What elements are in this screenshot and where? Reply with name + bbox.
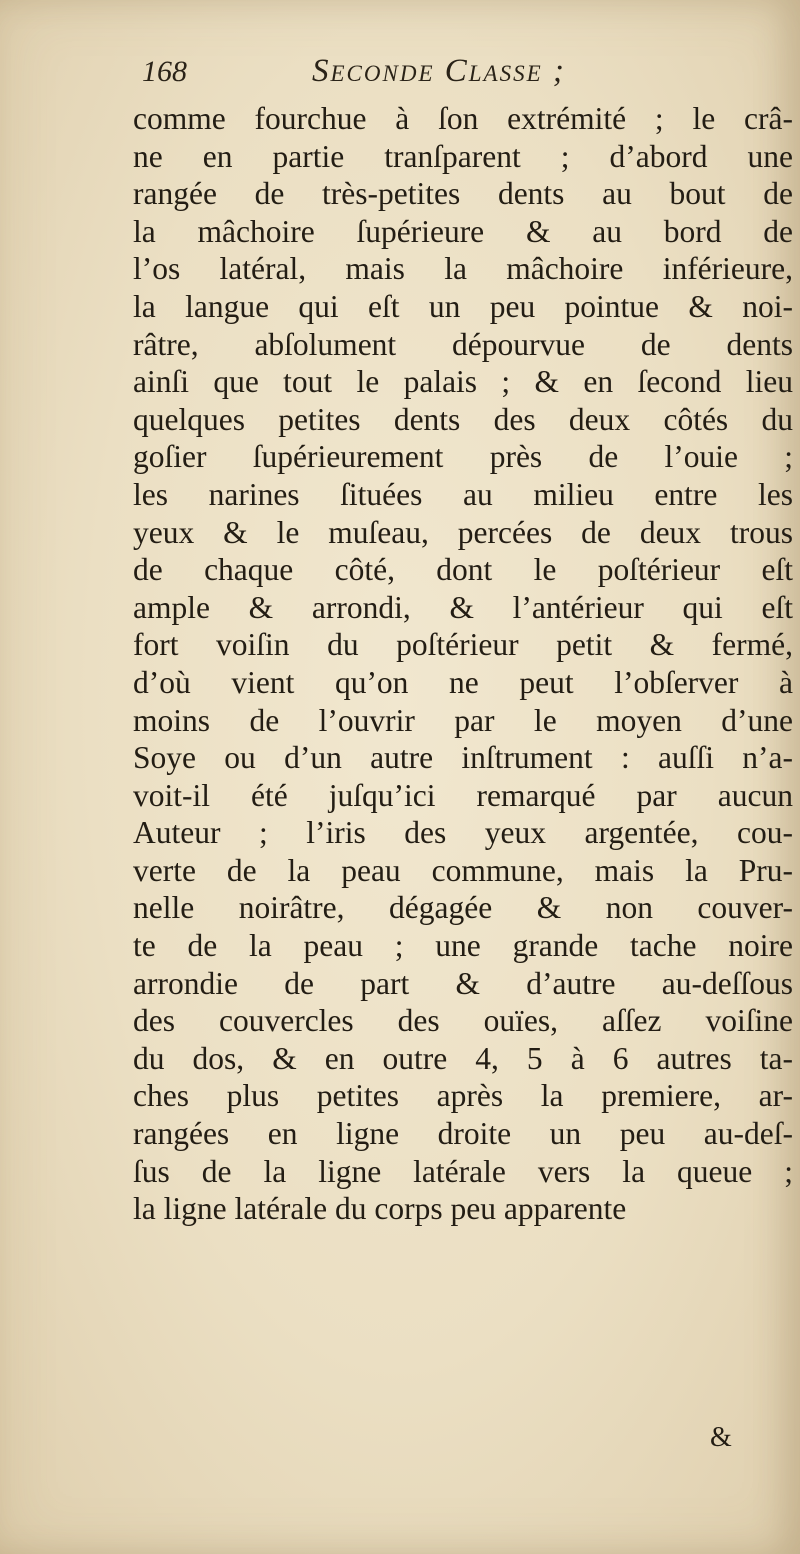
text-line: arrondie de part & d’autre au-deſſous [133,965,793,1001]
text-line: la langue qui eſt un peu pointue & noi- [133,288,793,324]
text-line: rangées en ligne droite un peu au-deſ- [133,1116,793,1152]
text-line: la ligne latérale du corps peu apparente [133,1191,627,1227]
text-line: ample & arrondi, & l’antérieur qui eſt [133,589,793,625]
text-line: goſier ſupérieurement près de l’ouie ; [133,439,793,475]
text-line: verte de la peau commune, mais la Pru- [133,852,793,888]
text-line: quelques petites dents des deux côtés du [133,401,793,437]
text-line: ſus de la ligne latérale vers la queue ; [133,1153,793,1189]
text-line: fort voiſin du poſtérieur petit & fermé, [133,627,793,663]
text-line: te de la peau ; une grande tache noire [133,928,793,964]
text-line: du dos, & en outre 4, 5 à 6 autres ta- [133,1040,793,1076]
running-head: Seconde Classe ; [312,53,566,89]
text-line: ches plus petites après la premiere, ar- [133,1078,793,1114]
text-line: les narines ſituées au milieu entre les [133,476,793,512]
text-line: yeux & le muſeau, percées de deux trous [133,514,793,550]
text-line: comme fourchue à ſon extrémité ; le crâ- [133,101,793,136]
text-line: moins de l’ouvrir par le moyen d’une [133,702,793,738]
text-line: la mâchoire ſupérieure & au bord de [133,213,793,249]
text-line: Soye ou d’un autre inſtrument : auſſi n’a- [133,740,793,776]
text-line: d’où vient qu’on ne peut l’obſerver à [133,664,793,700]
text-line: de chaque côté, dont le poſtérieur eſt [133,552,793,588]
text-line: des couvercles des ouïes, aſſez voiſine [133,1003,793,1039]
text-line: ainſi que tout le palais ; & en ſecond lieu [133,364,793,400]
page-number: 168 [142,55,187,88]
text-line: nelle noirâtre, dégagée & non couver- [133,890,793,926]
body-text [133,100,793,1228]
text-line: rangée de très-petites dents au bout de [133,176,793,212]
text-line: râtre, abſolument dépourvue de dents [133,326,793,362]
text-line: voit-il été juſqu’ici remarqué par aucun [133,777,793,813]
text-line: Auteur ; l’iris des yeux argentée, cou- [133,815,793,851]
catchword: & [710,1422,732,1453]
page-header [142,55,762,105]
text-line: l’os latéral, mais la mâchoire inférieure, [133,251,793,287]
text-line: ne en partie tranſparent ; d’abord une [133,138,793,174]
